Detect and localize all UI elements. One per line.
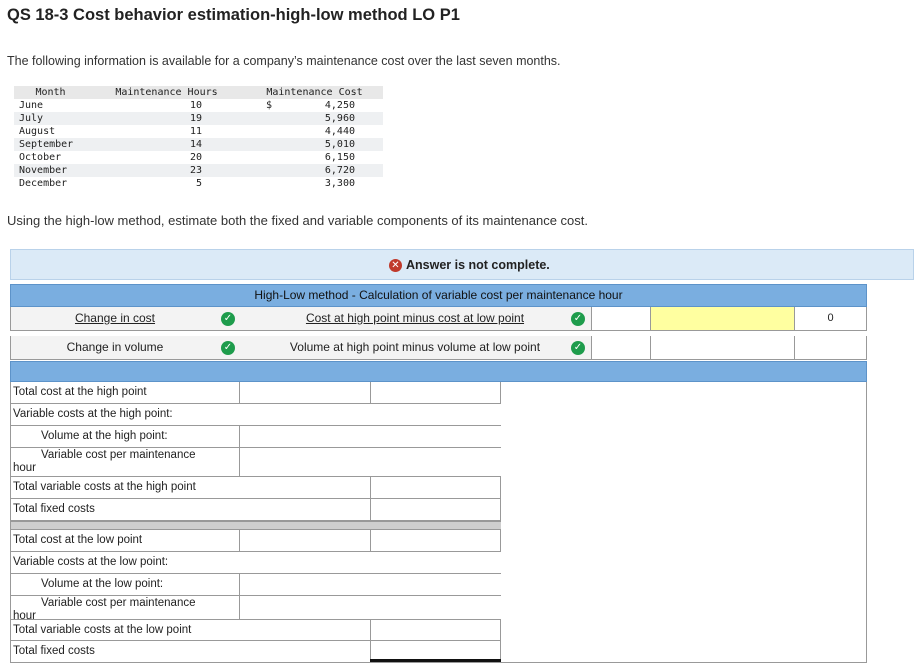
total-cost-low-value[interactable] [370,530,501,551]
total-fixed-low-label: Total fixed costs [13,645,95,657]
total-variable-high-row [11,477,501,499]
total-variable-low-row [11,620,501,641]
variable-costs-low-label: Variable costs at the low point: [13,556,169,568]
cost-cell: 3,300 [324,178,355,189]
month-cell: September [14,138,87,151]
change-in-cost-label[interactable]: Change in cost [74,311,156,325]
total-cost-low-input[interactable] [239,530,370,551]
total-cost-high-row [11,382,501,404]
answer-input[interactable] [650,307,794,330]
cost-high-minus-low-label[interactable]: Cost at high point minus cost at low point [305,311,525,325]
total-fixed-low-row [11,641,501,661]
hours-cell: 23 [87,164,246,177]
volume-high-input[interactable] [239,426,370,447]
cost-cell: 6,720 [246,164,383,177]
variable-costs-high-row [11,404,501,426]
vc-per-hour-low-label: Variable cost per maintenance [41,597,196,609]
vc-per-hour-high-row [11,448,501,477]
hours-cell: 5 [195,178,202,189]
total-variable-high-label: Total variable costs at the high point [13,481,196,493]
check-icon: ✓ [221,312,235,326]
total-variable-low-label: Total variable costs at the low point [13,624,192,636]
total-cost-high-value[interactable] [370,382,501,403]
intro-text: The following information is available for a company’s maintenance cost over the last seven months. [7,54,561,68]
total-variable-high-input[interactable] [370,477,501,498]
month-cell: July [14,112,87,125]
maintenance-data-table [14,86,383,190]
col-header-hours: Maintenance Hours [87,86,246,99]
vc-per-hour-high-label: Variable cost per maintenance [41,449,196,461]
total-cost-low-row [11,530,501,552]
table-row [14,99,383,112]
total-underline [370,659,501,662]
month-cell: June [19,100,44,111]
variable-costs-low-row [11,552,501,574]
cost-cell: 4,440 [324,126,355,137]
question-text: Using the high-low method, estimate both the fixed and variable components of its maintenance cost. [7,213,588,228]
col-header-month: Month [14,86,87,99]
month-cell: December [19,178,68,189]
result-input[interactable] [591,336,650,359]
check-icon: ✓ [571,341,585,355]
table-row [14,138,383,151]
vc-per-hour-high-input[interactable] [239,448,370,476]
x-circle-icon: ✕ [389,259,402,272]
total-cost-low-label: Total cost at the low point [13,534,143,546]
volume-low-label: Volume at the low point: [41,578,164,590]
cost-cell: 5,960 [246,112,383,125]
hours-cell: 20 [189,152,202,163]
result-input[interactable] [591,307,650,330]
col-header-cost: Maintenance Cost [246,86,383,99]
hours-cell: 10 [189,100,202,111]
section-divider [10,361,867,382]
cost-cell: 6,150 [324,152,355,163]
cost-cell: 5,010 [246,138,383,151]
total-fixed-high-input[interactable] [370,499,501,520]
section-separator [11,521,501,530]
total-cost-high-label: Total cost at the high point [13,386,147,398]
volume-high-row [11,426,501,448]
hours-cell: 11 [189,126,202,137]
variable-costs-high-label: Variable costs at the high point: [13,408,173,420]
fixed-cost-calculation [10,382,867,663]
volume-high-minus-low-label[interactable]: Volume at high point minus volume at low point [289,340,541,354]
vc-per-hour-low-input[interactable] [239,596,370,619]
table-row [14,125,383,138]
month-cell: November [14,164,87,177]
change-in-cost-row [10,307,867,331]
change-in-volume-row [10,336,867,360]
table-row [14,164,383,177]
table-row [14,112,383,125]
month-cell: October [19,152,62,163]
hours-cell: 14 [87,138,246,151]
total-fixed-high-row [11,499,501,521]
check-icon: ✓ [571,312,585,326]
total-cost-high-input[interactable] [239,382,370,403]
answer-input[interactable] [650,336,794,359]
volume-high-label: Volume at the high point: [41,430,168,442]
total-fixed-high-label: Total fixed costs [13,503,95,515]
volume-low-row [11,574,501,596]
total-variable-low-input[interactable] [370,620,501,640]
high-low-header: High-Low method - Calculation of variable cost per maintenance hour [10,284,867,307]
vc-per-hour-low-row [11,596,501,620]
result-cell [794,336,866,359]
check-icon: ✓ [221,341,235,355]
dollar-sign: $ [266,100,273,111]
answer-status-text: Answer is not complete. [406,258,550,272]
answer-status-banner [10,249,914,280]
variable-cost-result: 0 [794,307,866,330]
table-row [14,177,383,190]
vc-per-hour-high-label-cont: hour [13,462,37,474]
month-cell: August [19,126,56,137]
volume-low-input[interactable] [239,574,370,595]
table-row [14,151,383,164]
hours-cell: 19 [87,112,246,125]
change-in-volume-label[interactable]: Change in volume [66,340,164,354]
cost-value: 4,250 [324,100,355,111]
vc-per-hour-low-label-cont: hour [13,610,37,622]
total-fixed-low-input[interactable] [370,641,501,661]
page-title: QS 18-3 Cost behavior estimation-high-low method LO P1 [7,6,460,24]
cost-cell [246,99,383,112]
